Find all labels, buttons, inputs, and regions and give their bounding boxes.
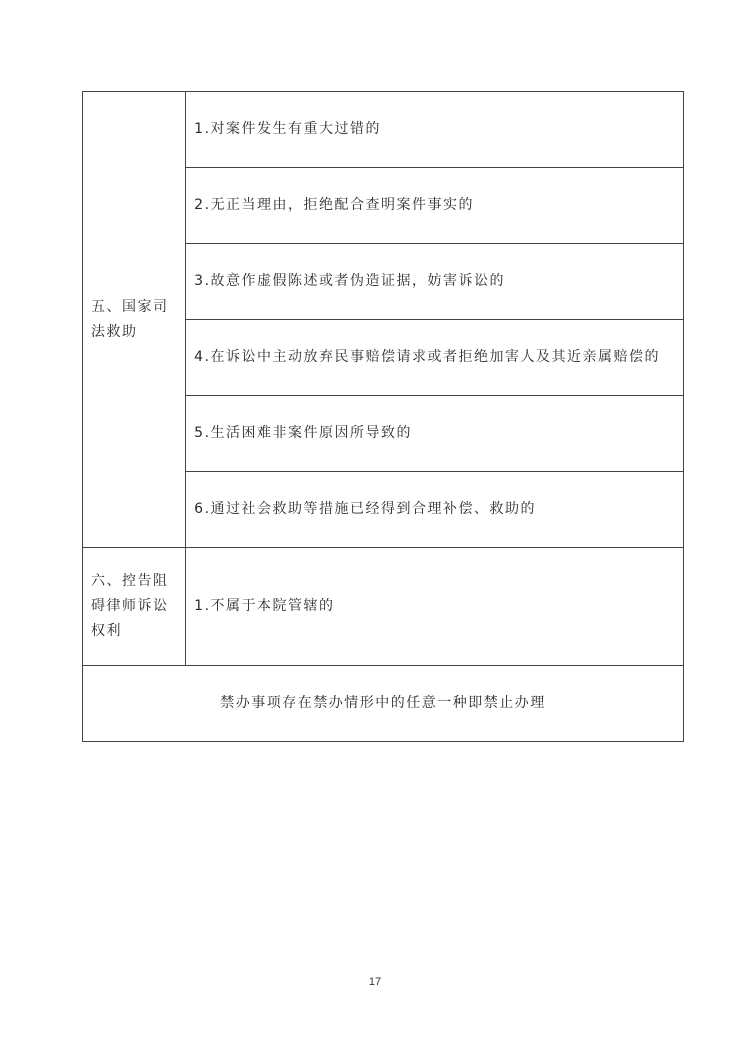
- item-cell: 4.在诉讼中主动放弃民事赔偿请求或者拒绝加害人及其近亲属赔偿的: [186, 320, 684, 396]
- table-footer-row: [83, 666, 684, 742]
- page-number: 17: [368, 976, 382, 988]
- category-cell-section6: [83, 548, 186, 666]
- item-cell: 2.无正当理由，拒绝配合查明案件事实的: [186, 168, 684, 244]
- item-cell: 5.生活困难非案件原因所导致的: [186, 396, 684, 472]
- item-cell: 1.不属于本院管辖的: [186, 548, 684, 666]
- category-label: 六、控告阻碍律师诉讼权利: [91, 573, 169, 639]
- item-cell: 3.故意作虚假陈述或者伪造证据，妨害诉讼的: [186, 244, 684, 320]
- footer-note: 禁办事项存在禁办情形中的任意一种即禁止办理: [83, 666, 684, 742]
- table-row: [83, 92, 684, 168]
- table-row: [83, 548, 684, 666]
- category-cell-section5: [83, 92, 186, 548]
- prohibited-matters-table: [82, 91, 684, 742]
- category-label: 五、国家司法救助: [91, 298, 169, 340]
- item-cell: 6.通过社会救助等措施已经得到合理补偿、救助的: [186, 472, 684, 548]
- item-cell: 1.对案件发生有重大过错的: [186, 92, 684, 168]
